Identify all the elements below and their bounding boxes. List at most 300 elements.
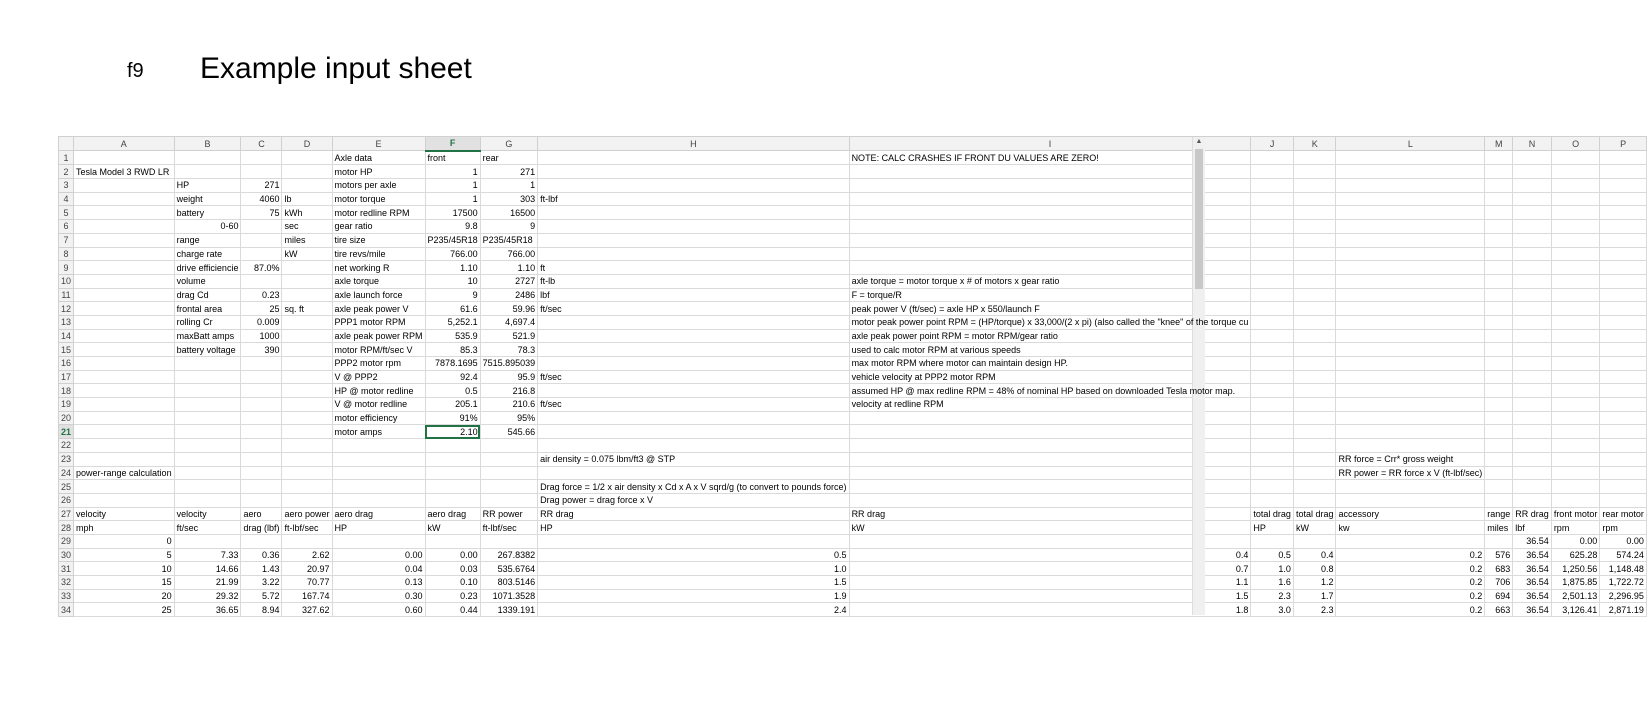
cell-B2[interactable] (174, 165, 241, 179)
row-header[interactable]: 19 (59, 398, 74, 412)
cell-G33[interactable]: 1071.3528 (480, 589, 538, 603)
cell-M32[interactable]: 706 (1485, 576, 1513, 590)
cell-J19[interactable] (1251, 398, 1294, 412)
cell-A3[interactable] (74, 179, 175, 193)
cell-L32[interactable]: 0.2 (1336, 576, 1485, 590)
cell-P18[interactable] (1600, 384, 1647, 398)
row-header[interactable]: 20 (59, 411, 74, 425)
cell-C12[interactable]: 25 (241, 302, 282, 316)
cell-H30[interactable]: 0.5 (538, 548, 849, 562)
cell-P13[interactable] (1600, 315, 1647, 329)
cell-O33[interactable]: 2,501.13 (1551, 589, 1600, 603)
cell-P10[interactable] (1600, 274, 1647, 288)
cell-K28[interactable]: kW (1293, 521, 1336, 535)
cell-P31[interactable]: 1,148.48 (1600, 562, 1647, 576)
cell-J16[interactable] (1251, 357, 1294, 371)
cell-F19[interactable]: 205.1 (425, 398, 480, 412)
cell-L21[interactable] (1336, 425, 1485, 439)
row-header[interactable]: 15 (59, 343, 74, 357)
cell-G21[interactable]: 545.66 (480, 425, 538, 439)
cell-B21[interactable] (174, 425, 241, 439)
cell-F16[interactable]: 7878.1695 (425, 357, 480, 371)
cell-J1[interactable] (1251, 151, 1294, 165)
cell-C5[interactable]: 75 (241, 206, 282, 220)
cell-E12[interactable]: axle peak power V (332, 302, 425, 316)
cell-D2[interactable] (282, 165, 332, 179)
cell-D13[interactable] (282, 315, 332, 329)
row-header[interactable]: 18 (59, 384, 74, 398)
cell-H18[interactable] (538, 384, 849, 398)
cell-G3[interactable]: 1 (480, 179, 538, 193)
cell-A29[interactable]: 0 (74, 534, 175, 548)
cell-N12[interactable] (1513, 302, 1552, 316)
column-header-J[interactable]: J (1251, 137, 1294, 151)
cell-O11[interactable] (1551, 288, 1600, 302)
cell-C19[interactable] (241, 398, 282, 412)
cell-L4[interactable] (1336, 192, 1485, 206)
column-header-E[interactable]: E (332, 137, 425, 151)
cell-N1[interactable] (1513, 151, 1552, 165)
column-header-G[interactable]: G (480, 137, 538, 151)
cell-P8[interactable] (1600, 247, 1647, 261)
cell-H7[interactable] (538, 233, 849, 247)
cell-D10[interactable] (282, 274, 332, 288)
cell-C8[interactable] (241, 247, 282, 261)
cell-B7[interactable]: range (174, 233, 241, 247)
scrollbar-thumb[interactable] (1195, 149, 1203, 289)
cell-E15[interactable]: motor RPM/ft/sec V (332, 343, 425, 357)
cell-L27[interactable]: accessory (1336, 507, 1485, 521)
cell-E14[interactable]: axle peak power RPM (332, 329, 425, 343)
cell-J4[interactable] (1251, 192, 1294, 206)
cell-H3[interactable] (538, 179, 849, 193)
cell-C30[interactable]: 0.36 (241, 548, 282, 562)
cell-A11[interactable] (74, 288, 175, 302)
cell-O14[interactable] (1551, 329, 1600, 343)
cell-C11[interactable]: 0.23 (241, 288, 282, 302)
cell-G4[interactable]: 303 (480, 192, 538, 206)
cell-A1[interactable] (74, 151, 175, 165)
cell-N15[interactable] (1513, 343, 1552, 357)
cell-L2[interactable] (1336, 165, 1485, 179)
cell-M11[interactable] (1485, 288, 1513, 302)
cell-K31[interactable]: 0.8 (1293, 562, 1336, 576)
cell-J29[interactable] (1251, 534, 1294, 548)
cell-E27[interactable]: aero drag (332, 507, 425, 521)
cell-K4[interactable] (1293, 192, 1336, 206)
cell-L12[interactable] (1336, 302, 1485, 316)
cell-B17[interactable] (174, 370, 241, 384)
column-header-M[interactable]: M (1485, 137, 1513, 151)
cell-B3[interactable]: HP (174, 179, 241, 193)
cell-G6[interactable]: 9 (480, 220, 538, 234)
cell-F11[interactable]: 9 (425, 288, 480, 302)
cell-H19[interactable]: ft/sec (538, 398, 849, 412)
cell-K32[interactable]: 1.2 (1293, 576, 1336, 590)
cell-O21[interactable] (1551, 425, 1600, 439)
cell-F1[interactable]: front (425, 151, 480, 165)
cell-M12[interactable] (1485, 302, 1513, 316)
cell-L24[interactable]: RR power = RR force x V (ft-lbf/sec) (1336, 466, 1485, 480)
cell-B24[interactable] (174, 466, 241, 480)
cell-A23[interactable] (74, 452, 175, 466)
cell-A9[interactable] (74, 261, 175, 275)
cell-L19[interactable] (1336, 398, 1485, 412)
cell-C9[interactable]: 87.0% (241, 261, 282, 275)
cell-P3[interactable] (1600, 179, 1647, 193)
cell-O1[interactable] (1551, 151, 1600, 165)
cell-M7[interactable] (1485, 233, 1513, 247)
cell-B28[interactable]: ft/sec (174, 521, 241, 535)
cell-K34[interactable]: 2.3 (1293, 603, 1336, 617)
cell-L13[interactable] (1336, 315, 1485, 329)
cell-P28[interactable]: rpm (1600, 521, 1647, 535)
cell-F18[interactable]: 0.5 (425, 384, 480, 398)
cell-B13[interactable]: rolling Cr (174, 315, 241, 329)
cell-D4[interactable]: lb (282, 192, 332, 206)
column-header-N[interactable]: N (1513, 137, 1552, 151)
cell-I27[interactable]: RR drag (849, 507, 1251, 521)
cell-B22[interactable] (174, 439, 241, 453)
cell-N25[interactable] (1513, 480, 1552, 494)
cell-J2[interactable] (1251, 165, 1294, 179)
cell-G2[interactable]: 271 (480, 165, 538, 179)
cell-O6[interactable] (1551, 220, 1600, 234)
cell-C34[interactable]: 8.94 (241, 603, 282, 617)
cell-O12[interactable] (1551, 302, 1600, 316)
cell-I29[interactable] (849, 534, 1251, 548)
cell-P23[interactable] (1600, 452, 1647, 466)
cell-E11[interactable]: axle launch force (332, 288, 425, 302)
cell-L33[interactable]: 0.2 (1336, 589, 1485, 603)
cell-N6[interactable] (1513, 220, 1552, 234)
cell-I26[interactable] (849, 493, 1251, 507)
cell-N20[interactable] (1513, 411, 1552, 425)
cell-E4[interactable]: motor torque (332, 192, 425, 206)
cell-G20[interactable]: 95% (480, 411, 538, 425)
cell-K27[interactable]: total drag (1293, 507, 1336, 521)
cell-H6[interactable] (538, 220, 849, 234)
cell-B15[interactable]: battery voltage (174, 343, 241, 357)
cell-J23[interactable] (1251, 452, 1294, 466)
cell-J14[interactable] (1251, 329, 1294, 343)
cell-N8[interactable] (1513, 247, 1552, 261)
cell-I33[interactable]: 1.5 (849, 589, 1251, 603)
cell-P30[interactable]: 574.24 (1600, 548, 1647, 562)
cell-B12[interactable]: frontal area (174, 302, 241, 316)
row-header[interactable]: 23 (59, 452, 74, 466)
row-header[interactable]: 3 (59, 179, 74, 193)
cell-E7[interactable]: tire size (332, 233, 425, 247)
cell-D31[interactable]: 20.97 (282, 562, 332, 576)
cell-N30[interactable]: 36.54 (1513, 548, 1552, 562)
cell-L5[interactable] (1336, 206, 1485, 220)
cell-D25[interactable] (282, 480, 332, 494)
cell-G28[interactable]: ft-lbf/sec (480, 521, 538, 535)
row-header[interactable]: 12 (59, 302, 74, 316)
cell-G27[interactable]: RR power (480, 507, 538, 521)
cell-E29[interactable] (332, 534, 425, 548)
cell-D16[interactable] (282, 357, 332, 371)
cell-B18[interactable] (174, 384, 241, 398)
cell-N33[interactable]: 36.54 (1513, 589, 1552, 603)
cell-G34[interactable]: 1339.191 (480, 603, 538, 617)
row-header[interactable]: 5 (59, 206, 74, 220)
cell-P21[interactable] (1600, 425, 1647, 439)
cell-G9[interactable]: 1.10 (480, 261, 538, 275)
cell-C15[interactable]: 390 (241, 343, 282, 357)
cell-A30[interactable]: 5 (74, 548, 175, 562)
cell-N9[interactable] (1513, 261, 1552, 275)
cell-D12[interactable]: sq. ft (282, 302, 332, 316)
cell-H31[interactable]: 1.0 (538, 562, 849, 576)
cell-I9[interactable] (849, 261, 1251, 275)
cell-K20[interactable] (1293, 411, 1336, 425)
cell-D29[interactable] (282, 534, 332, 548)
cell-I4[interactable] (849, 192, 1251, 206)
cell-G18[interactable]: 216.8 (480, 384, 538, 398)
cell-L30[interactable]: 0.2 (1336, 548, 1485, 562)
cell-P24[interactable] (1600, 466, 1647, 480)
cell-F2[interactable]: 1 (425, 165, 480, 179)
cell-B16[interactable] (174, 357, 241, 371)
row-header[interactable]: 8 (59, 247, 74, 261)
cell-F30[interactable]: 0.00 (425, 548, 480, 562)
cell-F32[interactable]: 0.10 (425, 576, 480, 590)
cell-I5[interactable] (849, 206, 1251, 220)
cell-F13[interactable]: 5,252.1 (425, 315, 480, 329)
cell-N21[interactable] (1513, 425, 1552, 439)
cell-I30[interactable]: 0.4 (849, 548, 1251, 562)
cell-K13[interactable] (1293, 315, 1336, 329)
cell-I12[interactable]: peak power V (ft/sec) = axle HP x 550/launch F (849, 302, 1251, 316)
cell-L17[interactable] (1336, 370, 1485, 384)
cell-P26[interactable] (1600, 493, 1647, 507)
cell-A12[interactable] (74, 302, 175, 316)
cell-E22[interactable] (332, 439, 425, 453)
cell-C25[interactable] (241, 480, 282, 494)
cell-J12[interactable] (1251, 302, 1294, 316)
cell-K29[interactable] (1293, 534, 1336, 548)
cell-N23[interactable] (1513, 452, 1552, 466)
cell-H22[interactable] (538, 439, 849, 453)
cell-C27[interactable]: aero (241, 507, 282, 521)
cell-J11[interactable] (1251, 288, 1294, 302)
cell-J18[interactable] (1251, 384, 1294, 398)
cell-E32[interactable]: 0.13 (332, 576, 425, 590)
cell-I22[interactable] (849, 439, 1251, 453)
cell-G12[interactable]: 59.96 (480, 302, 538, 316)
cell-F3[interactable]: 1 (425, 179, 480, 193)
cell-B4[interactable]: weight (174, 192, 241, 206)
cell-F23[interactable] (425, 452, 480, 466)
cell-B20[interactable] (174, 411, 241, 425)
cell-O28[interactable]: rpm (1551, 521, 1600, 535)
cell-E21[interactable]: motor amps (332, 425, 425, 439)
cell-O20[interactable] (1551, 411, 1600, 425)
cell-C29[interactable] (241, 534, 282, 548)
row-header[interactable]: 28 (59, 521, 74, 535)
cell-K11[interactable] (1293, 288, 1336, 302)
cell-A7[interactable] (74, 233, 175, 247)
cell-M28[interactable]: miles (1485, 521, 1513, 535)
cell-N3[interactable] (1513, 179, 1552, 193)
cell-E19[interactable]: V @ motor redline (332, 398, 425, 412)
cell-M13[interactable] (1485, 315, 1513, 329)
cell-C7[interactable] (241, 233, 282, 247)
cell-D23[interactable] (282, 452, 332, 466)
cell-A5[interactable] (74, 206, 175, 220)
column-header-A[interactable]: A (74, 137, 175, 151)
cell-E8[interactable]: tire revs/mile (332, 247, 425, 261)
cell-H2[interactable] (538, 165, 849, 179)
cell-I2[interactable] (849, 165, 1251, 179)
cell-C1[interactable] (241, 151, 282, 165)
cell-N24[interactable] (1513, 466, 1552, 480)
column-header-D[interactable]: D (282, 137, 332, 151)
cell-K19[interactable] (1293, 398, 1336, 412)
cell-L1[interactable] (1336, 151, 1485, 165)
cell-D28[interactable]: ft-lbf/sec (282, 521, 332, 535)
cell-G25[interactable] (480, 480, 538, 494)
cell-D17[interactable] (282, 370, 332, 384)
cell-D27[interactable]: aero power (282, 507, 332, 521)
cell-M14[interactable] (1485, 329, 1513, 343)
row-header[interactable]: 26 (59, 493, 74, 507)
cell-M25[interactable] (1485, 480, 1513, 494)
cell-J8[interactable] (1251, 247, 1294, 261)
cell-G17[interactable]: 95.9 (480, 370, 538, 384)
cell-C33[interactable]: 5.72 (241, 589, 282, 603)
cell-F12[interactable]: 61.6 (425, 302, 480, 316)
row-header[interactable]: 7 (59, 233, 74, 247)
cell-A31[interactable]: 10 (74, 562, 175, 576)
cell-E33[interactable]: 0.30 (332, 589, 425, 603)
row-header[interactable]: 11 (59, 288, 74, 302)
cell-N17[interactable] (1513, 370, 1552, 384)
row-header[interactable]: 34 (59, 603, 74, 617)
cell-O17[interactable] (1551, 370, 1600, 384)
cell-P11[interactable] (1600, 288, 1647, 302)
cell-A28[interactable]: mph (74, 521, 175, 535)
cell-H34[interactable]: 2.4 (538, 603, 849, 617)
row-header[interactable]: 21 (59, 425, 74, 439)
cell-N34[interactable]: 36.54 (1513, 603, 1552, 617)
row-header[interactable]: 10 (59, 274, 74, 288)
cell-H23[interactable]: air density = 0.075 lbm/ft3 @ STP (538, 452, 849, 466)
cell-D1[interactable] (282, 151, 332, 165)
cell-A27[interactable]: velocity (74, 507, 175, 521)
cell-J5[interactable] (1251, 206, 1294, 220)
cell-H12[interactable]: ft/sec (538, 302, 849, 316)
cell-I3[interactable] (849, 179, 1251, 193)
cell-H33[interactable]: 1.9 (538, 589, 849, 603)
cell-P14[interactable] (1600, 329, 1647, 343)
cell-M19[interactable] (1485, 398, 1513, 412)
cell-F21[interactable]: 2.10 (425, 425, 480, 439)
cell-I16[interactable]: max motor RPM where motor can maintain design HP. (849, 357, 1251, 371)
cell-N32[interactable]: 36.54 (1513, 576, 1552, 590)
cell-C4[interactable]: 4060 (241, 192, 282, 206)
cell-E25[interactable] (332, 480, 425, 494)
cell-I25[interactable] (849, 480, 1251, 494)
cell-M21[interactable] (1485, 425, 1513, 439)
row-header[interactable]: 9 (59, 261, 74, 275)
cell-J25[interactable] (1251, 480, 1294, 494)
cell-F15[interactable]: 85.3 (425, 343, 480, 357)
cell-J10[interactable] (1251, 274, 1294, 288)
row-header[interactable]: 2 (59, 165, 74, 179)
cell-I13[interactable]: motor peak power point RPM = (HP/torque) x 33,000/(2 x pi) (also called the "knee" of the torque cu (849, 315, 1251, 329)
cell-M1[interactable] (1485, 151, 1513, 165)
cell-P5[interactable] (1600, 206, 1647, 220)
cell-H14[interactable] (538, 329, 849, 343)
cell-J33[interactable]: 2.3 (1251, 589, 1294, 603)
select-all-corner[interactable] (59, 137, 74, 151)
row-header[interactable]: 30 (59, 548, 74, 562)
cell-M22[interactable] (1485, 439, 1513, 453)
cell-N14[interactable] (1513, 329, 1552, 343)
row-header[interactable]: 29 (59, 534, 74, 548)
cell-M5[interactable] (1485, 206, 1513, 220)
cell-N11[interactable] (1513, 288, 1552, 302)
cell-N10[interactable] (1513, 274, 1552, 288)
cell-F7[interactable]: P235/45R18 (425, 233, 480, 247)
cell-P22[interactable] (1600, 439, 1647, 453)
cell-I17[interactable]: vehicle velocity at PPP2 motor RPM (849, 370, 1251, 384)
cell-M16[interactable] (1485, 357, 1513, 371)
cell-D34[interactable]: 327.62 (282, 603, 332, 617)
column-header-H[interactable]: H (538, 137, 849, 151)
cell-E1[interactable]: Axle data (332, 151, 425, 165)
cell-C3[interactable]: 271 (241, 179, 282, 193)
cell-F27[interactable]: aero drag (425, 507, 480, 521)
cell-A26[interactable] (74, 493, 175, 507)
cell-H15[interactable] (538, 343, 849, 357)
cell-B11[interactable]: drag Cd (174, 288, 241, 302)
cell-N22[interactable] (1513, 439, 1552, 453)
cell-F8[interactable]: 766.00 (425, 247, 480, 261)
cell-H8[interactable] (538, 247, 849, 261)
cell-P32[interactable]: 1,722.72 (1600, 576, 1647, 590)
cell-J3[interactable] (1251, 179, 1294, 193)
cell-P2[interactable] (1600, 165, 1647, 179)
cell-J31[interactable]: 1.0 (1251, 562, 1294, 576)
cell-G1[interactable]: rear (480, 151, 538, 165)
cell-P20[interactable] (1600, 411, 1647, 425)
cell-K16[interactable] (1293, 357, 1336, 371)
row-header[interactable]: 14 (59, 329, 74, 343)
cell-G30[interactable]: 267.8382 (480, 548, 538, 562)
cell-K33[interactable]: 1.7 (1293, 589, 1336, 603)
cell-I32[interactable]: 1.1 (849, 576, 1251, 590)
cell-C6[interactable] (241, 220, 282, 234)
cell-K25[interactable] (1293, 480, 1336, 494)
row-header[interactable]: 22 (59, 439, 74, 453)
row-header[interactable]: 13 (59, 315, 74, 329)
cell-E26[interactable] (332, 493, 425, 507)
cell-E6[interactable]: gear ratio (332, 220, 425, 234)
cell-C28[interactable]: drag (lbf) (241, 521, 282, 535)
cell-K9[interactable] (1293, 261, 1336, 275)
cell-A22[interactable] (74, 439, 175, 453)
cell-F14[interactable]: 535.9 (425, 329, 480, 343)
cell-I34[interactable]: 1.8 (849, 603, 1251, 617)
cell-M20[interactable] (1485, 411, 1513, 425)
cell-I28[interactable]: kW (849, 521, 1251, 535)
cell-H11[interactable]: lbf (538, 288, 849, 302)
cell-A32[interactable]: 15 (74, 576, 175, 590)
